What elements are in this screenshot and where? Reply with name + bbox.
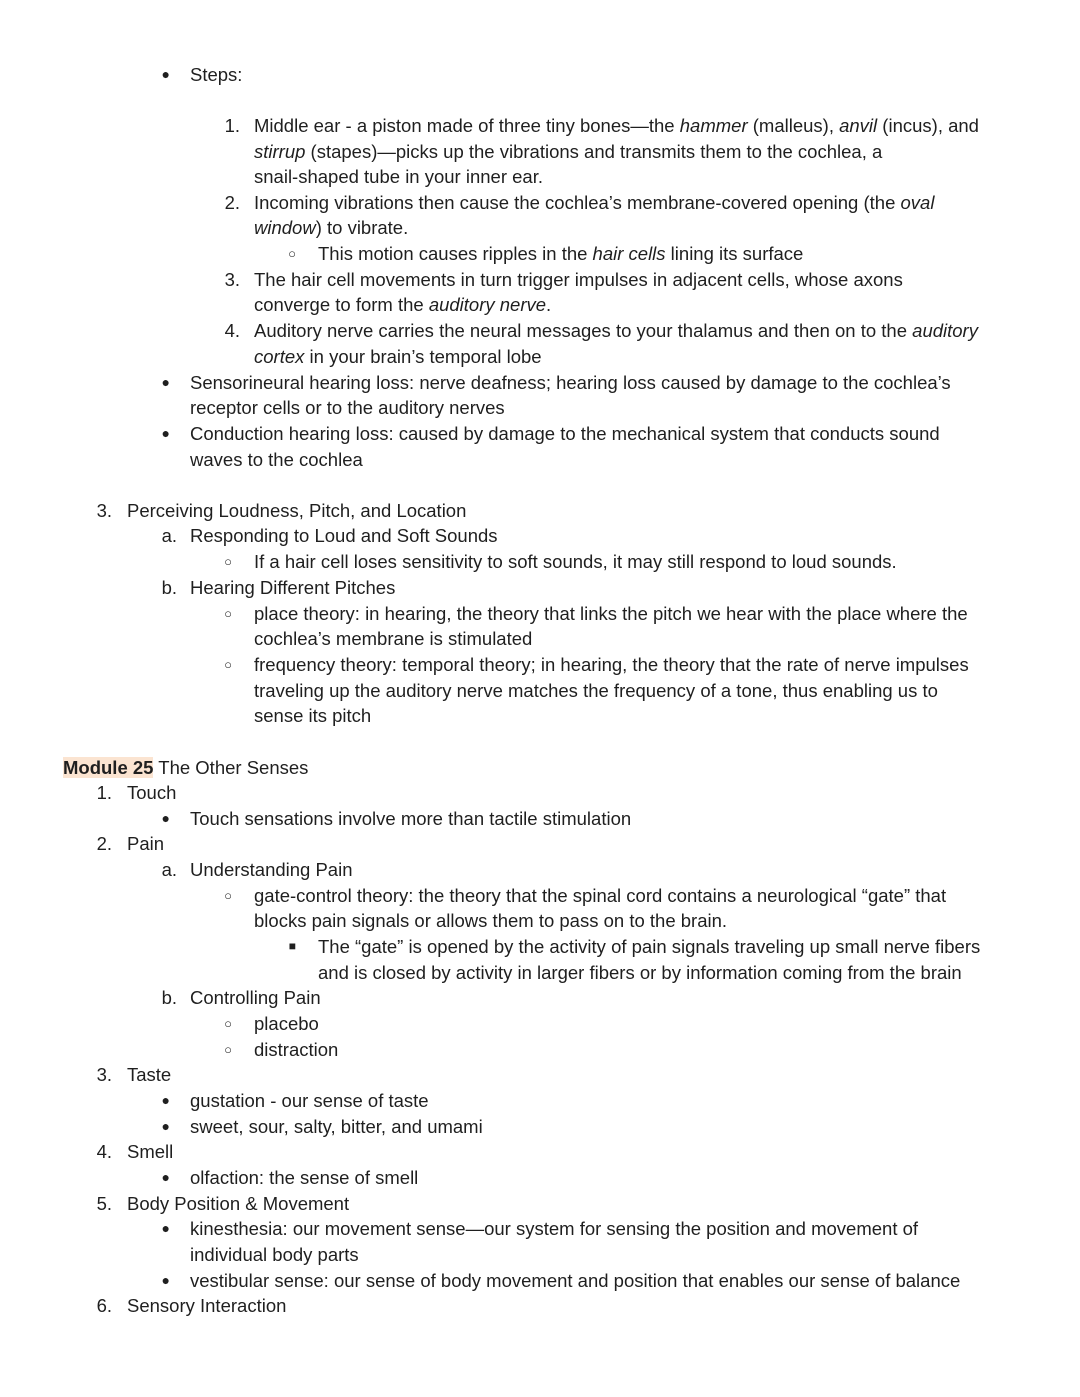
pain-a-title: Understanding Pain <box>190 859 353 880</box>
section-3b-title: Hearing Different Pitches <box>190 577 396 598</box>
sensory-number: 6. <box>96 1295 112 1316</box>
step-1-line-2: stirrup (stapes)—picks up the vibrations and transmits them to the cochlea, a <box>254 141 883 162</box>
place-theory-line-1: place theory: in hearing, the theory that links the pitch we hear with the place where the <box>254 603 968 624</box>
bullet-icon: ● <box>161 374 170 390</box>
circle-bullet-icon: ○ <box>224 657 232 672</box>
sensorineural-line-2: receptor cells or to the auditory nerves <box>190 397 505 418</box>
vestibular-line: vestibular sense: our sense of body movement and position that enables our sense of balance <box>190 1270 961 1291</box>
circle-bullet-icon: ○ <box>288 246 296 261</box>
touch-number: 1. <box>96 782 112 803</box>
body-title: Body Position & Movement <box>127 1193 350 1214</box>
taste-number: 3. <box>96 1064 112 1085</box>
frequency-theory-line-2: traveling up the auditory nerve matches the frequency of a tone, thus enabling us to <box>254 680 938 701</box>
kinesthesia-line-2: individual body parts <box>190 1244 359 1265</box>
circle-bullet-icon: ○ <box>224 554 232 569</box>
bullet-icon: ● <box>161 1220 170 1236</box>
taste-bullet-1: gustation - our sense of taste <box>190 1090 429 1111</box>
smell-title: Smell <box>127 1141 174 1162</box>
step-3-line-2: converge to form the auditory nerve. <box>254 294 552 315</box>
distraction-item: distraction <box>254 1039 339 1060</box>
frequency-theory-line-1: frequency theory: temporal theory; in hearing, the theory that the rate of nerve impulses <box>254 654 969 675</box>
pain-b-title: Controlling Pain <box>190 987 321 1008</box>
touch-bullet: Touch sensations involve more than tactile stimulation <box>190 808 632 829</box>
step-3-number: 3. <box>224 269 240 290</box>
bullet-icon: ● <box>161 66 170 82</box>
smell-bullet: olfaction: the sense of smell <box>190 1167 419 1188</box>
body-number: 5. <box>96 1193 112 1214</box>
section-3a-sub: If a hair cell loses sensitivity to soft sounds, it may still respond to loud sounds. <box>254 551 897 572</box>
bullet-icon: ● <box>161 425 170 441</box>
bullet-icon: ● <box>161 1092 170 1108</box>
gate-control-line-2: blocks pain signals or allows them to pass on to the brain. <box>254 910 728 931</box>
kinesthesia-line-1: kinesthesia: our movement sense—our system for sensing the position and movement of <box>190 1218 919 1239</box>
step-1-line-1: Middle ear - a piston made of three tiny bones—the hammer (malleus), anvil (incus), and <box>254 115 979 136</box>
circle-bullet-icon: ○ <box>224 1042 232 1057</box>
bullet-icon: ● <box>161 1118 170 1134</box>
step-4-line-1: Auditory nerve carries the neural messages to your thalamus and then on to the auditory <box>254 320 978 341</box>
bullet-icon: ● <box>161 810 170 826</box>
smell-number: 4. <box>96 1141 112 1162</box>
square-bullet-icon: ■ <box>288 939 296 953</box>
gate-control-line-1: gate-control theory: the theory that the spinal cord contains a neurological “gate” that <box>254 885 947 906</box>
section-3-number: 3. <box>96 500 112 521</box>
sensory-title: Sensory Interaction <box>127 1295 287 1316</box>
step-1-number: 1. <box>224 115 240 136</box>
circle-bullet-icon: ○ <box>224 606 232 621</box>
module-heading: Module 25 The Other Senses <box>63 757 309 778</box>
pain-number: 2. <box>96 833 112 854</box>
section-3a-label: a. <box>161 525 177 546</box>
place-theory-line-2: cochlea’s membrane is stimulated <box>254 628 533 649</box>
step-2-line-1: Incoming vibrations then cause the cochlea’s membrane-covered opening (the oval <box>254 192 935 213</box>
step-3-line-1: The hair cell movements in turn trigger impulses in adjacent cells, whose axons <box>254 269 903 290</box>
pain-title: Pain <box>127 833 165 854</box>
circle-bullet-icon: ○ <box>224 1016 232 1031</box>
step-2-sub-item: This motion causes ripples in the hair cells lining its surface <box>318 243 804 264</box>
sensorineural-line-1: Sensorineural hearing loss: nerve deafness; hearing loss caused by damage to the cochlea’s <box>190 372 951 393</box>
gate-sub-line-1: The “gate” is opened by the activity of pain signals traveling up small nerve fibers <box>318 936 981 957</box>
section-3-title: Perceiving Loudness, Pitch, and Location <box>127 500 467 521</box>
pain-a-label: a. <box>161 859 177 880</box>
touch-title: Touch <box>127 782 177 803</box>
bullet-icon: ● <box>161 1272 170 1288</box>
placebo-item: placebo <box>254 1013 319 1034</box>
section-3b-label: b. <box>161 577 177 598</box>
steps-heading: Steps: <box>190 64 243 85</box>
conduction-line-2: waves to the cochlea <box>190 449 363 470</box>
gate-sub-line-2: and is closed by activity in larger fibers or by information coming from the brain <box>318 962 962 983</box>
taste-bullet-2: sweet, sour, salty, bitter, and umami <box>190 1116 483 1137</box>
step-2-line-2: window) to vibrate. <box>254 217 409 238</box>
frequency-theory-line-3: sense its pitch <box>254 705 372 726</box>
conduction-line-1: Conduction hearing loss: caused by damage to the mechanical system that conducts sound <box>190 423 940 444</box>
pain-b-label: b. <box>161 987 177 1008</box>
bullet-icon: ● <box>161 1169 170 1185</box>
taste-title: Taste <box>127 1064 172 1085</box>
step-1-line-3: snail-shaped tube in your inner ear. <box>254 166 543 187</box>
step-4-line-2: cortex in your brain’s temporal lobe <box>254 346 542 367</box>
step-4-number: 4. <box>224 320 240 341</box>
section-3a-title: Responding to Loud and Soft Sounds <box>190 525 498 546</box>
step-2-number: 2. <box>224 192 240 213</box>
circle-bullet-icon: ○ <box>224 888 232 903</box>
module-label: Module 25 <box>63 757 154 778</box>
